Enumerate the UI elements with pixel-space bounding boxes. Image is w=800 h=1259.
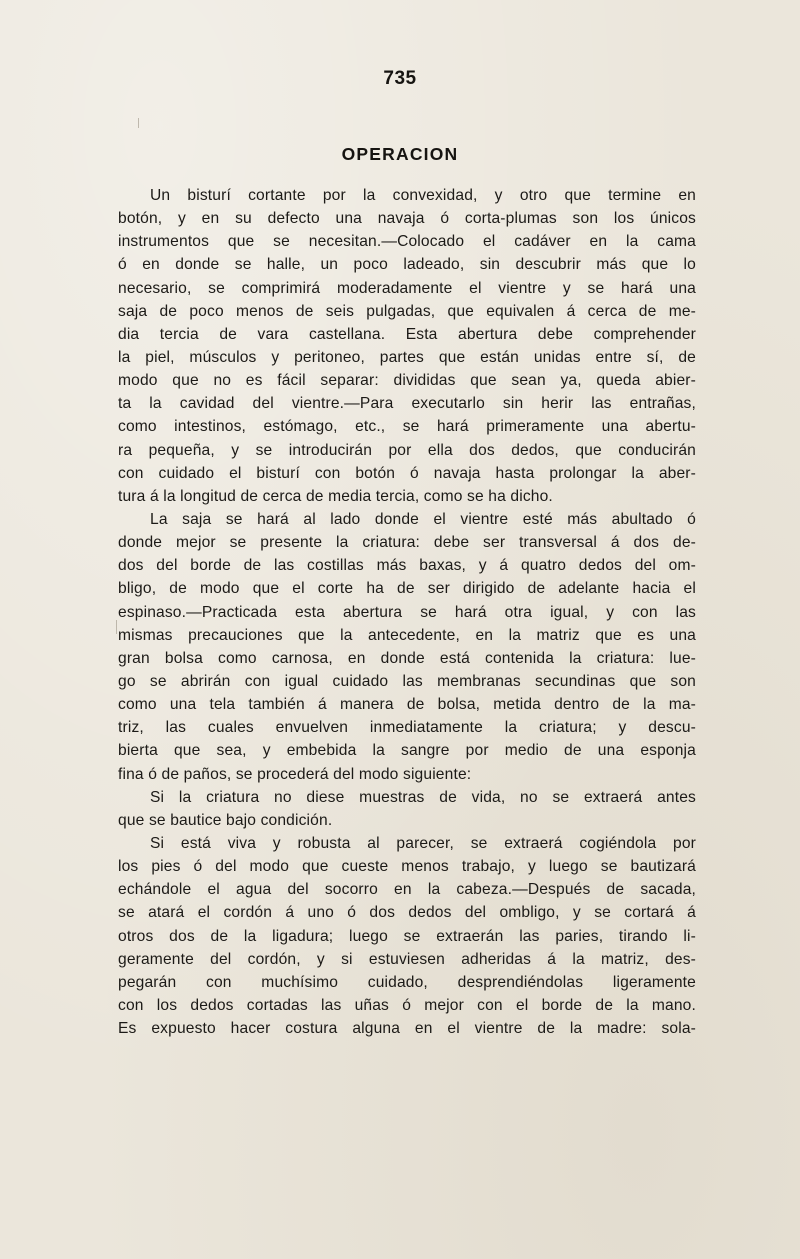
text-line: triz, las cuales envuelven inmediatamente la criatura; y descu- <box>118 719 696 737</box>
text-line: que se bautice bajo condición. <box>118 811 333 829</box>
text-line: instrumentos que se necesitan.—Colocado el cadáver en la cama <box>118 233 696 251</box>
text-line: con los dedos cortadas las uñas ó mejor con el borde de la mano. <box>118 996 696 1014</box>
text-line: los pies ó del modo que cueste menos trabajo, y luego se bautizará <box>118 858 696 876</box>
text-line: pegarán con muchísimo cuidado, desprendiéndolas ligeramente <box>118 973 696 991</box>
text-line: bierta que sea, y embebida la sangre por medio de una esponja <box>118 742 696 760</box>
text-line: donde mejor se presente la criatura: debe ser transversal á dos de- <box>118 534 696 552</box>
text-line: go se abrirán con igual cuidado las membranas secundinas que son <box>118 672 696 690</box>
text-line: otros dos de la ligadura; luego se extraerán las paries, tirando li- <box>118 927 696 945</box>
text-line: fina ó de paños, se procederá del modo siguiente: <box>118 765 472 783</box>
text-line: como una tela también á manera de bolsa, metida dentro de la ma- <box>118 696 696 714</box>
text-line: espinaso.—Practicada esta abertura se hará otra igual, y con las <box>118 603 696 621</box>
body-text <box>118 184 696 1040</box>
scan-mark <box>138 118 139 128</box>
text-line: dia tercia de vara castellana. Esta abertura debe comprehender <box>118 325 696 343</box>
section-heading: OPERACION <box>341 144 459 164</box>
text-line: ra pequeña, y se introducirán por ella dos dedos, que conducirán <box>118 441 696 459</box>
text-line: ta la cavidad del vientre.—Para executarlo sin herir las entrañas, <box>118 395 696 413</box>
scan-mark <box>116 620 117 634</box>
text-line: gran bolsa como carnosa, en donde está contenida la criatura: lue- <box>118 649 696 667</box>
text-line: Un bisturí cortante por la convexidad, y otro que termine en <box>150 187 696 204</box>
text-line: como intestinos, estómago, etc., se hará primeramente una abertu- <box>118 418 696 436</box>
text-line: con cuidado el bisturí con botón ó navaja hasta prolongar la aber- <box>118 464 696 482</box>
text-line: se atará el cordón á uno ó dos dedos del ombligo, y se cortará á <box>118 904 696 922</box>
page-number: 735 <box>383 68 417 89</box>
text-line: Si está viva y robusta al parecer, se extraerá cogiéndola por <box>150 834 696 852</box>
text-line: bligo, de modo que el corte ha de ser dirigido de adelante hacia el <box>118 580 696 598</box>
text-line: Si la criatura no diese muestras de vida, no se extraerá antes <box>150 788 696 806</box>
text-line: necesario, se comprimirá moderadamente el vientre y se hará una <box>118 279 696 297</box>
text-line: tura á la longitud de cerca de media tercia, como se ha dicho. <box>118 487 553 505</box>
text-line: dos del borde de las costillas más baxas, y á quatro dedos del om- <box>118 557 696 575</box>
text-line: saja de poco menos de seis pulgadas, que equivalen á cerca de me- <box>118 302 696 320</box>
text-line: modo que no es fácil separar: divididas que sean ya, queda abier- <box>118 372 696 390</box>
text-line: geramente del cordón, y si estuviesen adheridas á la matriz, des- <box>118 950 696 968</box>
text-line: la piel, músculos y peritoneo, partes que están unidas entre sí, de <box>118 348 696 366</box>
text-line: Es expuesto hacer costura alguna en el vientre de la madre: sola- <box>118 1020 696 1038</box>
text-line: ó en donde se halle, un poco ladeado, sin descubrir más que lo <box>118 256 696 274</box>
text-line: mismas precauciones que la antecedente, en la matriz que es una <box>118 626 696 644</box>
text-line: botón, y en su defecto una navaja ó corta-plumas son los únicos <box>118 210 696 228</box>
text-line: echándole el agua del socorro en la cabeza.—Después de sacada, <box>118 881 696 899</box>
text-line: La saja se hará al lado donde el vientre esté más abultado ó <box>150 510 696 528</box>
